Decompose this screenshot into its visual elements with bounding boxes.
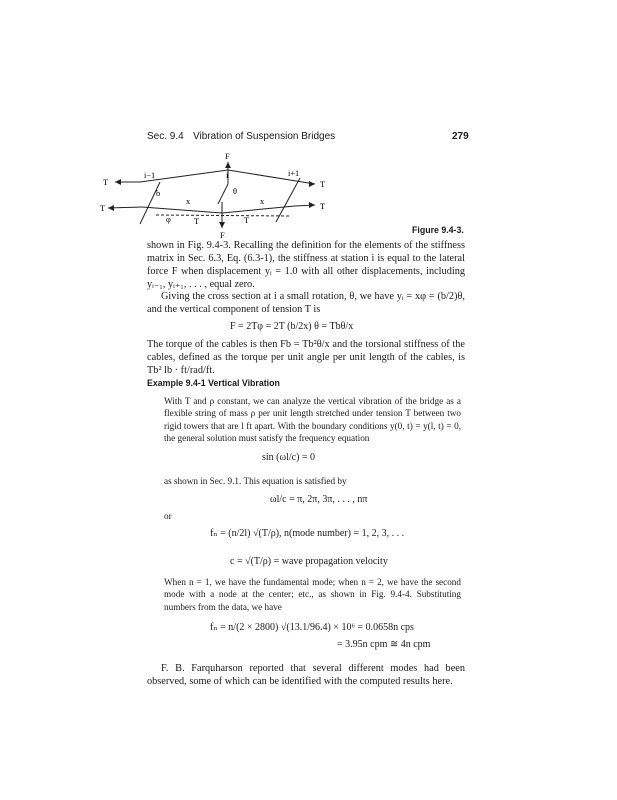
running-head-title: Vibration of Suspension Bridges: [193, 131, 336, 142]
arrowhead-T-left-top: [115, 179, 121, 185]
arrowhead-T-right-bottom: [309, 202, 315, 208]
word-or: or: [164, 511, 172, 521]
arrowhead-T-left-bottom: [108, 205, 114, 211]
example-paragraph-sec-ref: as shown in Sec. 9.1. This equation is satisfied by: [164, 476, 347, 486]
label-x-left: x: [186, 197, 191, 206]
label-b: b: [156, 189, 161, 198]
running-head-section: Sec. 9.4: [147, 131, 184, 142]
figure-caption: Figure 9.4-3.: [412, 225, 464, 235]
cable-right-top: [228, 170, 290, 180]
label-T-mid-left: T: [194, 217, 200, 226]
equation-frequency: sin (ωl/c) = 0: [262, 452, 316, 463]
label-i-top: i: [226, 171, 229, 180]
page-number: 279: [452, 131, 469, 142]
arrowhead-T-right-top: [309, 181, 315, 187]
equation-numeric-cpm: = 3.95n cpm ≅ 4n cpm: [337, 639, 431, 650]
arrowhead-F-bottom: [219, 222, 225, 228]
equation-natural-frequency: fₙ = (n/2l) √(T/ρ), n(mode number) = 1, 2, 3, . . .: [210, 528, 405, 539]
label-F-top: F: [225, 152, 230, 161]
hanger-right: [276, 178, 300, 222]
label-theta: θ: [233, 187, 238, 196]
label-T-right-top: T: [320, 180, 326, 189]
label-x-right: x: [260, 197, 265, 206]
paragraph-stiffness-definition: shown in Fig. 9.4-3. Recalling the definition for the elements of the stiffness matrix in Sec. 6.3, Eq. (6.3-1), the stiffness at station i is equal to the lateral force F when displacement yᵢ = 1.0 with all other displacements, including yᵢ₋₁, yᵢ₊₁, . . . , equal zero.: [147, 240, 465, 290]
paragraph-cross-section-rotation: Giving the cross section at i a small rotation, θ, we have yᵢ = xφ = (b/2)θ, and the vertical component of tension T is: [147, 291, 465, 315]
paragraph-torsional-stiffness: The torque of the cables is then Fb = Tb²θ/x and the torsional stiffness of the cables, defined as the torque per unit angle per unit length of the cables, is Tb² lb · ft/rad/ft.: [147, 339, 465, 376]
equation-mode-condition: ωl/c = π, 2π, 3π, . . . , nπ: [270, 494, 368, 505]
deck-section: [218, 184, 228, 204]
label-F-bottom: F: [220, 231, 225, 240]
label-T-left-bottom: T: [100, 204, 106, 213]
figure-9-4-3: [100, 150, 350, 240]
arrowhead-F-top: [225, 162, 231, 168]
example-paragraph-setup: With T and ρ constant, we can analyze the vertical vibration of the bridge as a flexible string of mass ρ per unit length stretched under tension T between two rigid towers that are l ft apart. With the boundary conditions y(0, t) = y(l, t) = 0, the general solution must satisfy the frequency equation: [164, 396, 461, 444]
example-paragraph-modes: When n = 1, we have the fundamental mode; when n = 2, we have the second mode with a node at the center; etc., as shown in Fig. 9.4-4. Substituting numbers from the data, we have: [164, 577, 461, 612]
equation-wave-velocity: c = √(T/ρ) = wave propagation velocity: [230, 556, 388, 567]
label-i-plus-1: i+1: [288, 169, 300, 178]
label-T-right-bottom: T: [320, 202, 326, 211]
reference-line: [156, 215, 290, 216]
paragraph-farquharson: F. B. Farquharson reported that several different modes had been observed, some of which can be identified with the computed results here.: [147, 663, 465, 687]
cable-left-bottom: [142, 207, 222, 213]
equation-vertical-component: F = 2Tφ = 2T (b/2x) θ = Tbθ/x: [230, 321, 354, 332]
label-i-minus-1: i−1: [144, 171, 156, 180]
example-heading: Example 9.4-1 Vertical Vibration: [147, 378, 280, 388]
label-T-left-top: T: [103, 178, 109, 187]
label-phi: φ: [166, 215, 171, 224]
label-T-mid-right: T: [244, 216, 250, 225]
equation-numeric-frequency: fₙ = n/(2 × 2800) √(13.1/96.4) × 10⁶ = 0.0658n cps: [210, 622, 414, 633]
